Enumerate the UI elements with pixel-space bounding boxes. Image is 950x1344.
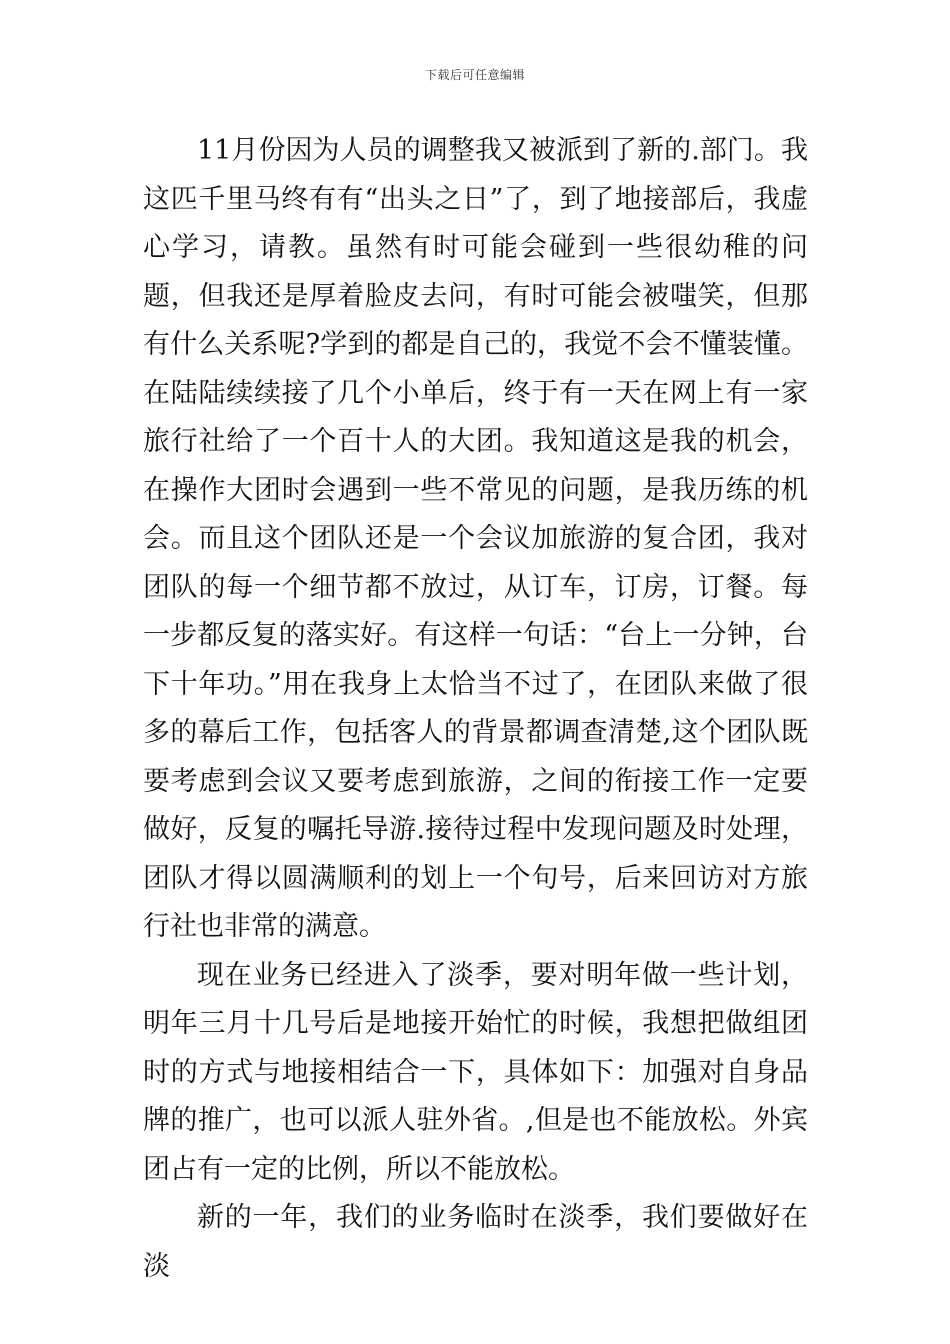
paragraph-1: 11月份因为人员的调整我又被派到了新的.部门。我这匹千里马终有有“出头之日”了，到了地接部后，我虚心学习，请教。虽然有时可能会碰到一些很幼稚的问题，但我还是厚着脸皮去问，有时可能会被嗤笑，但那有什么关系呢?学到的都是自己的，我觉不会不懂装懂。在陆陆续续接了几个小单后，终于有一天在网上有一家旅行社给了一个百十人的大团。我知道这是我的机会，在操作大团时会遇到一些不常见的问题，是我历练的机会。而且这个团队还是一个会议加旅游的复合团，我对团队的每一个细节都不放过，从订车，订房，订餐。每一步都反复的落实好。有这样一句话：“台上一分钟，台下十年功。”用在我身上太恰当不过了，在团队来做了很多的幕后工作，包括客人的背景都调查清楚,这个团队既要考虑到会议又要考虑到旅游，之间的衔接工作一定要做好，反复的嘱托导游.接待过程中发现问题及时处理，团队才得以圆满顺利的划上一个句号，后来回访对方旅行社也非常的满意。 <box>143 135 808 942</box>
page-header: 下载后可任意编辑 <box>424 68 525 82</box>
document-body <box>143 127 808 1291</box>
paragraph-3: 新的一年，我们的业务临时在淡季，我们要做好在淡 <box>143 1202 808 1282</box>
paragraph-2: 现在业务已经进入了淡季，要对明年做一些计划，明年三月十几号后是地接开始忙的时候，我想把做组团时的方式与地接相结合一下，具体如下：加强对自身品牌的推广，也可以派人驻外省。,但是也不能放松。外宾团占有一定的比例，所以不能放松。 <box>143 959 808 1185</box>
